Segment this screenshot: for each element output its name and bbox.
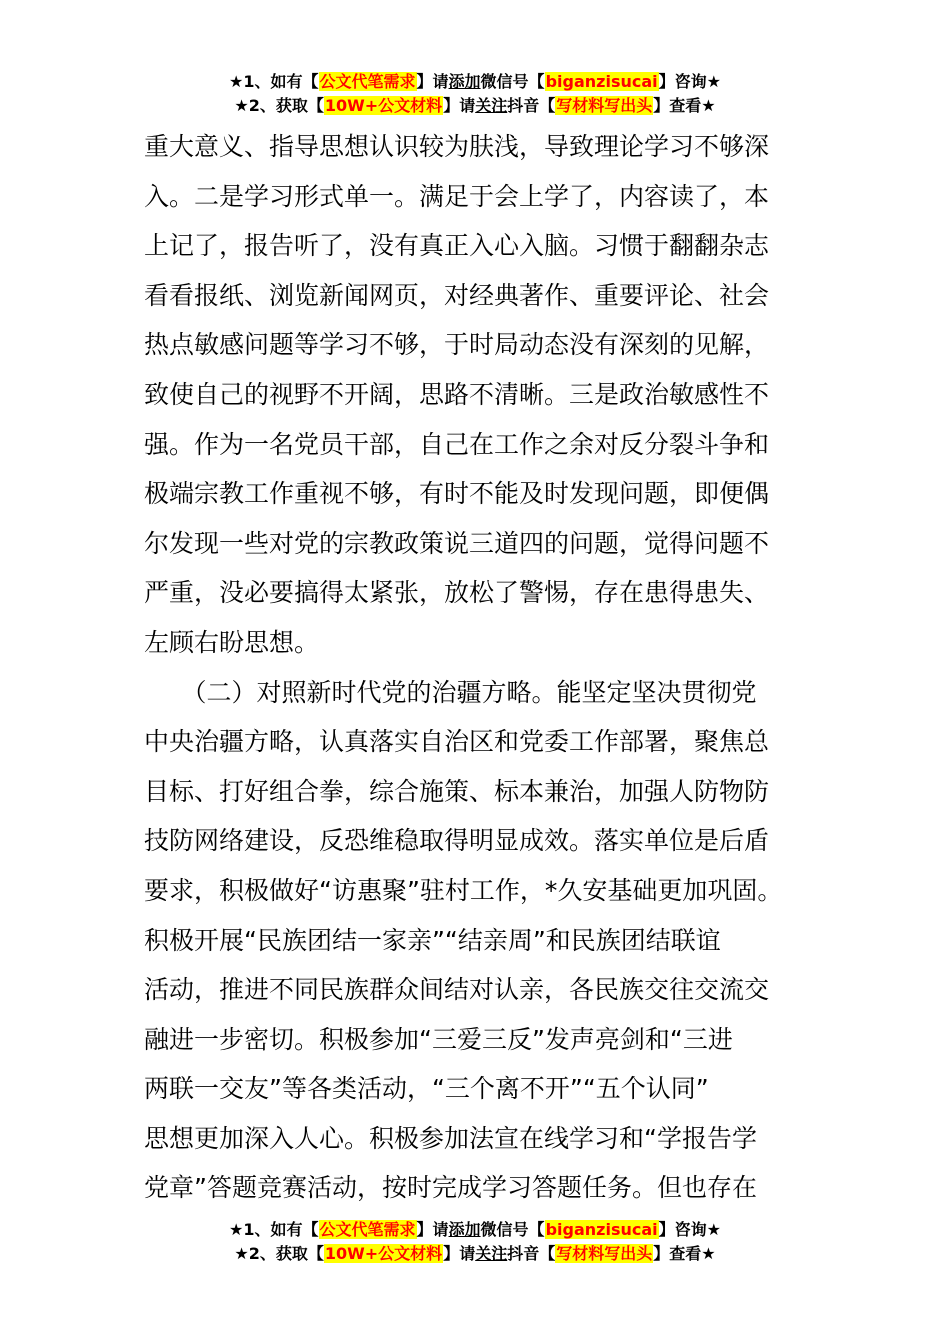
body-line: 左顾右盼思想。: [144, 627, 320, 657]
body-line: 融进一步密切。积极参加“三爱三反”发声亮剑和“三进: [144, 1024, 733, 1054]
banner-underlined-text: 添加: [448, 1220, 481, 1239]
footer-banner: [0, 1218, 950, 1266]
highlight-ghostwriting: 公文代笔需求: [319, 72, 416, 91]
body-line: 积极开展“民族团结一家亲”“结亲周”和民族团结联谊: [144, 925, 721, 955]
banner-underlined-text: 关注: [475, 1244, 508, 1263]
body-line: 强。作为一名党员干部，自己在工作之余对反分裂斗争和: [144, 429, 770, 459]
body-line: 致使自己的视野不开阔，思路不清晰。三是政治敏感性不: [144, 379, 770, 409]
document-body: [144, 122, 824, 1213]
banner-text: ★1、如有【: [229, 72, 319, 91]
body-line: 入。二是学习形式单一。满足于会上学了，内容读了，本: [144, 181, 770, 211]
body-line: 要求，积极做好“访惠聚”驻村工作，*久安基础更加巩固。: [144, 875, 783, 905]
body-line: 看看报纸、浏览新闻网页，对经典著作、重要评论、社会: [144, 280, 770, 310]
body-line: 活动，推进不同民族群众间结对认亲，各民族交往交流交: [144, 975, 770, 1005]
banner-text: 微信号【: [480, 1220, 545, 1239]
banner-text: 】请: [443, 1244, 476, 1263]
highlight-wechat-id: biganzisucai: [545, 1220, 658, 1239]
banner-text: 】查看★: [653, 1244, 716, 1263]
body-line: 重大意义、指导思想认识较为肤浅，导致理论学习不够深: [144, 132, 770, 161]
banner-text: 】请: [443, 96, 476, 115]
banner-text: 微信号【: [480, 72, 545, 91]
highlight-douyin-account: 写材料写出头: [556, 1244, 653, 1263]
header-banner: [0, 70, 950, 118]
body-line: 热点敏感问题等学习不够，于时局动态没有深刻的见解，: [144, 330, 770, 360]
body-line: 党章”答题竞赛活动，按时完成学习答题任务。但也存在: [144, 1173, 757, 1203]
banner-text: 抖音【: [507, 96, 556, 115]
section-heading-line: （二）对照新时代党的治疆方略。能坚定坚决贯彻党: [144, 677, 757, 707]
body-line: 两联一交友”等各类活动，“三个离不开”“五个认同”: [144, 1074, 709, 1104]
banner-text: 抖音【: [507, 1244, 556, 1263]
banner-text: ★1、如有【: [229, 1220, 319, 1239]
body-line: 上记了，报告听了，没有真正入心入脑。习惯于翻翻杂志: [144, 231, 770, 261]
banner-line-2: [0, 94, 950, 118]
body-line: 极端宗教工作重视不够，有时不能及时发现问题，即便偶: [144, 479, 770, 509]
banner-text: 】查看★: [653, 96, 716, 115]
body-line: 中央治疆方略，认真落实自治区和党委工作部署，聚焦总: [144, 727, 770, 757]
banner-underlined-text: 添加: [448, 72, 481, 91]
banner-text: 】咨询★: [658, 1220, 721, 1239]
banner-underlined-text: 关注: [475, 96, 508, 115]
banner-line-2: [0, 1242, 950, 1266]
highlight-wechat-id: biganzisucai: [545, 72, 658, 91]
banner-text: 】咨询★: [658, 72, 721, 91]
highlight-ghostwriting: 公文代笔需求: [319, 1220, 416, 1239]
body-line: 严重，没必要搞得太紧张，放松了警惕，存在患得患失、: [144, 578, 770, 608]
banner-text: 】请: [416, 72, 449, 91]
body-line: 目标、打好组合拳，综合施策、标本兼治，加强人防物防: [144, 776, 770, 806]
highlight-materials: 10W+公文材料: [324, 1244, 443, 1263]
banner-line-1: [0, 70, 950, 94]
highlight-materials: 10W+公文材料: [324, 96, 443, 115]
body-line: 尔发现一些对党的宗教政策说三道四的问题，觉得问题不: [144, 528, 770, 558]
banner-text: ★2、获取【: [234, 96, 324, 115]
banner-text: ★2、获取【: [234, 1244, 324, 1263]
banner-text: 】请: [416, 1220, 449, 1239]
banner-line-1: [0, 1218, 950, 1242]
highlight-douyin-account: 写材料写出头: [556, 96, 653, 115]
body-line: 技防网络建设，反恐维稳取得明显成效。落实单位是后盾: [144, 826, 770, 856]
body-line: 思想更加深入人心。积极参加法宣在线学习和“学报告学: [144, 1123, 757, 1153]
